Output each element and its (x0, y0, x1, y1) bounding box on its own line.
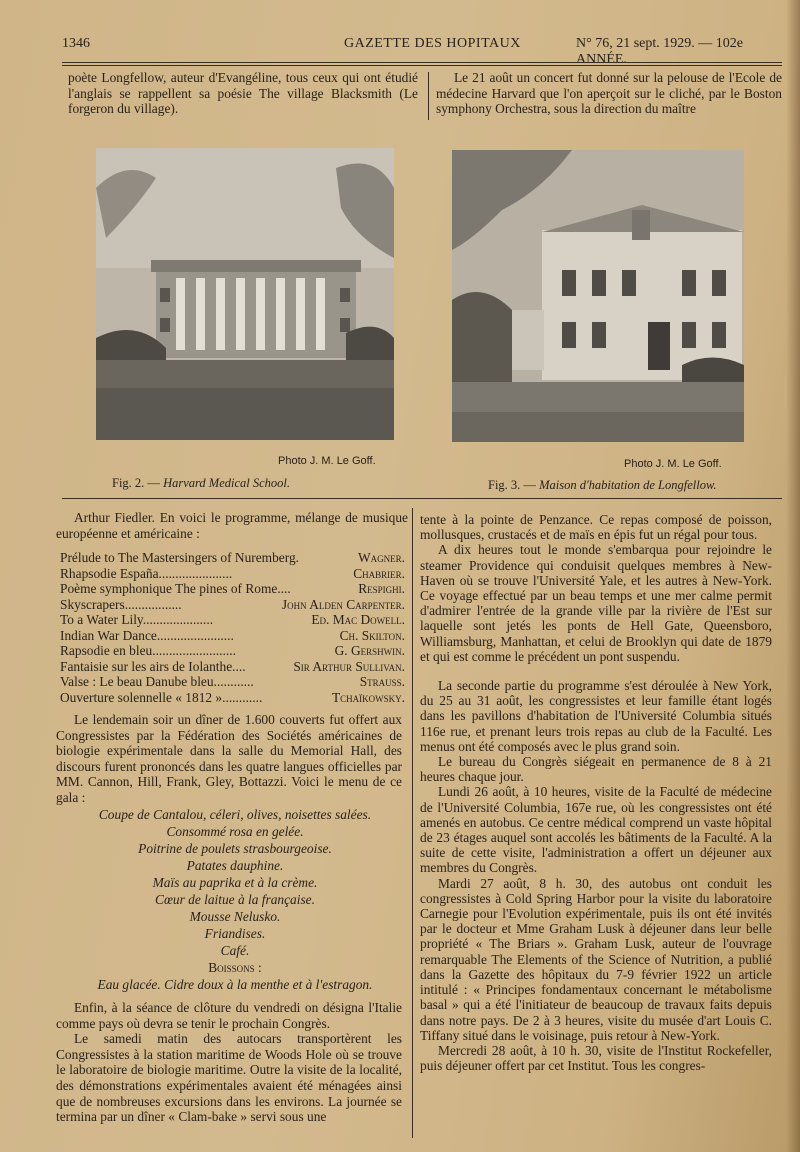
boissons-label: Boissons : (208, 960, 262, 975)
gala-menu (70, 806, 400, 993)
left-intro-paragraph: Arthur Fiedler. En voici le programme, mélange de musique européenne et américaine : (56, 510, 408, 541)
issue-info: N° 76, 21 sept. 1929. — 102e ANNÉE. (576, 36, 743, 67)
programme-row: Indian War Dance....................... Ch. Skilton. (60, 627, 405, 643)
programme-row: Poème symphonique The pines of Rome.... Respighi. (60, 581, 405, 596)
menu-item: Coupe de Cantalou, céleri, olives, noisettes salées. (98, 807, 372, 822)
menu-item: Poitrine de poulets strasbourgeoise. (138, 841, 332, 856)
boissons-list: Eau glacée. Cidre doux à la menthe et à l'estragon. (97, 977, 373, 992)
menu-item: Consommé rosa en gelée. (166, 824, 304, 839)
menu-item: Café. (220, 943, 250, 958)
column-divider (412, 508, 413, 1138)
journal-title: GAZETTE DES HOPITAUX (344, 36, 521, 51)
fig2-credit: Photo J. M. Le Goff. (278, 455, 376, 467)
top-right-paragraph: Le 21 août un concert fut donné sur la pelouse de l'Ecole de médecine Harvard que l'on aperçoit sur le cliché, par le Boston symphony Orchestra, sous la direction du maître (436, 70, 782, 117)
menu-item: Patates dauphine. (186, 858, 284, 873)
programme-row: Valse : Le beau Danube bleu............ Strauss. (60, 674, 405, 689)
programme-row: Ouverture solennelle « 1812 »............ Tchaïkowsky. (60, 689, 405, 705)
harvard-building-drawing (96, 148, 394, 440)
programme-row: Rhapsodie España...................... Chabrier. (60, 565, 405, 581)
fig3-caption: Fig. 3. — Maison d'habitation de Longfellow. (488, 478, 717, 492)
fig3-credit: Photo J. M. Le Goff. (624, 458, 722, 470)
header-rule (62, 62, 782, 63)
right-column-text: tente à la pointe de Penzance. Ce repas composé de poisson, mollusques, crustacés et de maïs en épis fut un régal pour tous. A dix heures tout le monde s'embarqua pour rejoindre le steamer Providence qui conduisit quelques membres à New-Haven où se trouve l'Université Yale, et les autres à New-York. Ce voyage effectué par un beau temps et une mer calme permit d'admirer l'entrée de la grande ville par la rivière de l'Est sur laquelle sont jetés les ponts de Hell Gate, Queensboro, Williamsburg, Manhattan, et celui de Brooklyn qui date de 1879 et qui est comme le précédent un pont suspendu. La seconde partie du programme s'est déroulée à New York, du 25 au 31 août, les congressistes et leur famille étant logés dans les pavillons d'habitation de l'Université Columbia situés 116e rue, et prenant leurs trois repas au club de la Faculté. Les menus ont été composés avec le plus grand soin. Le bureau du Congrès siégeait en permanence de 8 à 21 heures chaque jour. Lundi 26 août, à 10 heures, visite de la Faculté de médecine de l'Université Columbia, 167e rue, où les congressistes ont été amenés en autobus. Ce centre médical comprend un vaste hôpital de 23 étages auquel sont accolés les bâtiments de la Faculté. A la suite de cette visite, l'administration a offert un déjeuner aux membres du Congrès. Mardi 27 août, 8 h. 30, des autobus ont conduit les congressistes à Cold Spring Harbor pour la visite du laboratoire Carnegie pour l'Evolution expérimentale, puis ils ont été invités par le docteur et Mme Graham Lusk à déjeuner dans leur belle propriété « The Briars ». Graham Lusk, auteur de l'ouvrage remarquable The Elements of the Science of Nutrition, a publié dans la Gazette des hôpitaux du 7-9 février 1922 un article intitulé : « Principes fondamentaux concernant le métabolisme basal » qui a été l'initiateur de beaucoup de travaux faits depuis dans notre pays. De 2 à 3 heures, visite du musée d'art Louis C. Tiffany situé dans le voisinage, puis retour à New-York. Mercredi 28 août, à 10 h. 30, visite de l'Institut Rockefeller, puis déjeuner offert par cet Institut. Tous les congres- (420, 512, 772, 1074)
left-dinner-paragraph: Le lendemain soir un dîner de 1.600 couverts fut offert aux Congressistes par la Fédération des Sociétés américaines de biologie expérimentale dans la salle du Memorial Hall, des discours furent prononcés dans les quatre langues officielles par MM. Cannon, Hill, Frank, Gley, Bottazzi. Voici le menu de ce gala : (56, 712, 402, 805)
menu-item: Mousse Nelusko. (189, 909, 281, 924)
page-edge-shadow (786, 0, 800, 1152)
programme-row: Skyscrapers................. John Alden Carpenter. (60, 596, 405, 612)
concert-programme (60, 550, 405, 705)
menu-item: Maïs au paprika et à la crème. (152, 875, 318, 890)
figures-rule (62, 498, 782, 499)
header-rule-2 (62, 65, 782, 66)
programme-row: To a Water Lily..................... Ed. Mac Dowell. (60, 612, 405, 627)
photo-longfellow-house (452, 150, 744, 442)
top-column-divider (428, 72, 429, 120)
page-number: 1346 (62, 36, 90, 51)
programme-row: Rapsodie en bleu......................... G. Gershwin. (60, 643, 405, 658)
photo-harvard-medical-school (96, 148, 394, 440)
longfellow-house-drawing (452, 150, 744, 442)
menu-item: Friandises. (204, 926, 266, 941)
page-header (62, 36, 782, 67)
programme-row: Fantaisie sur les airs de Iolanthe.... Sir Arthur Sullivan. (60, 658, 405, 674)
top-left-paragraph: poète Longfellow, auteur d'Evangéline, tous ceux qui ont étudié l'anglais se rappellent sa poésie The village Blacksmith (Le forgeron du village). (68, 70, 418, 117)
menu-item: Cœur de laitue à la française. (155, 892, 315, 907)
programme-row: Prélude to The Mastersingers of Nuremberg. Wagner. (60, 550, 405, 565)
left-closing-paragraphs: Enfin, à la séance de clôture du vendredi on désigna l'Italie comme pays où devra se tenir le prochain Congrès. Le samedi matin des autocars transportèrent les Congressistes à la station maritime de Woods Hole où se trouve le laboratoire de biologie maritime. Outre la visite de la localité, des démonstrations expérimentales avaient été ménagées ainsi que de nombreuses excursions dans les environs. La journée se termina par un dîner « Clam-bake » servi sous une (56, 1000, 402, 1125)
fig2-caption: Fig. 2. — Harvard Medical School. (112, 476, 291, 490)
